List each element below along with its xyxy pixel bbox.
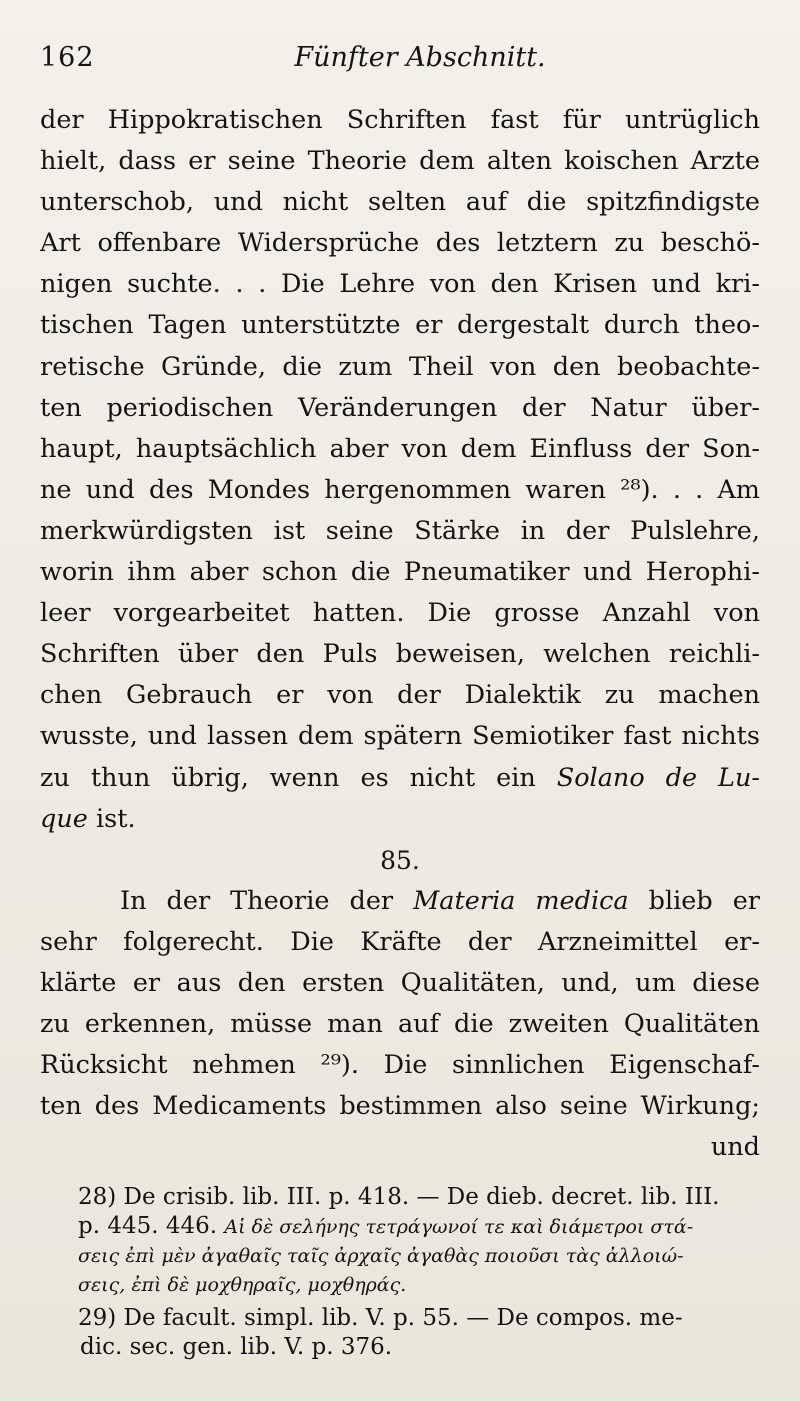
greek-quote-line: σεις ἐπὶ μὲν ἀγαθαῖς ταῖς ἀρχαῖς ἀγαθὰς ποιοῦσι τὰς ἀλλοιώ- [78, 1245, 684, 1267]
text-line: sehr folgerecht. Die Kräfte der Arzneimittel er- [40, 926, 760, 957]
text-line: wusste, und lassen dem spätern Semiotiker fast nichts [40, 721, 760, 752]
text-line: Art offenbare Widersprüche des letztern zu beschö- [40, 228, 760, 259]
italic-term: Materia medica [413, 885, 629, 916]
text-line [40, 799, 760, 840]
text-line: tischen Tagen unterstützte er dergestalt durch theo- [40, 310, 760, 341]
footnote-28-line [78, 1212, 760, 1242]
section-number: 85. [380, 845, 420, 875]
text-line: nigen suchte. . . Die Lehre von den Krisen und kri- [40, 269, 760, 300]
italic-name: Solano de Lu- [556, 762, 760, 793]
footnote-29: 29) De facult. simpl. lib. V. p. 55. — De compos. me- [78, 1305, 683, 1331]
text-segment: blieb er [628, 885, 760, 916]
footnote-28: 28) De crisib. lib. III. p. 418. — De dieb. decret. lib. III. [78, 1184, 720, 1210]
text-line [40, 881, 760, 922]
text-segment: p. 445. 446. [78, 1213, 225, 1239]
text-segment: ist. [87, 803, 136, 834]
running-head: Fünfter Abschnitt. [294, 42, 546, 73]
text-line: zu erkennen, müsse man auf die zweiten Qualitäten [40, 1009, 760, 1040]
text-line: ten periodischen Veränderungen der Natur über- [40, 392, 760, 423]
greek-quote-line: σεις, ἐπὶ δὲ μοχθηραῖς, μοχθηράς. [78, 1274, 407, 1296]
text-line: leer vorgearbeitet hatten. Die grosse Anzahl von [40, 598, 760, 629]
text-line: unterschob, und nicht selten auf die spitzfindigste [40, 187, 760, 218]
text-line: klärte er aus den ersten Qualitäten, und, um diese [40, 967, 760, 998]
text-line: merkwürdigsten ist seine Stärke in der Pulslehre, [40, 515, 760, 546]
text-line: hielt, dass er seine Theorie dem alten koischen Arzte [40, 146, 760, 177]
page-header [40, 38, 760, 78]
text-line: ten des Medicaments bestimmen also seine Wirkung; [40, 1091, 760, 1122]
page-number: 162 [40, 42, 95, 73]
text-segment: In der Theorie der [120, 885, 414, 916]
text-line: Schriften über den Puls beweisen, welchen reichli- [40, 639, 760, 670]
main-text [40, 100, 760, 1168]
text-line [40, 758, 760, 799]
greek-quote: Αἱ δὲ σελήνης τετράγωνοί τε καὶ διάμετροι στά- [224, 1216, 694, 1238]
catchword: und [710, 1132, 760, 1163]
text-line: ne und des Mondes hergenommen waren ²⁸). . . Am [40, 474, 760, 505]
text-line: haupt, hauptsächlich aber von dem Einfluss der Son- [40, 433, 760, 464]
text-line: Rücksicht nehmen ²⁹). Die sinnlichen Eigenschaf- [40, 1050, 760, 1081]
footnote-29-line: dic. sec. gen. lib. V. p. 376. [80, 1334, 393, 1360]
text-line: chen Gebrauch er von der Dialektik zu machen [40, 680, 760, 711]
text-line: der Hippokratischen Schriften fast für untrüglich [40, 105, 760, 135]
text-line: worin ihm aber schon die Pneumatiker und Herophi- [40, 557, 760, 588]
italic-name: que [40, 803, 88, 834]
footnotes [78, 1183, 760, 1362]
text-segment: zu thun übrig, wenn es nicht ein [40, 762, 557, 793]
text-line: retische Gründe, die zum Theil von den beobachte- [40, 351, 760, 382]
